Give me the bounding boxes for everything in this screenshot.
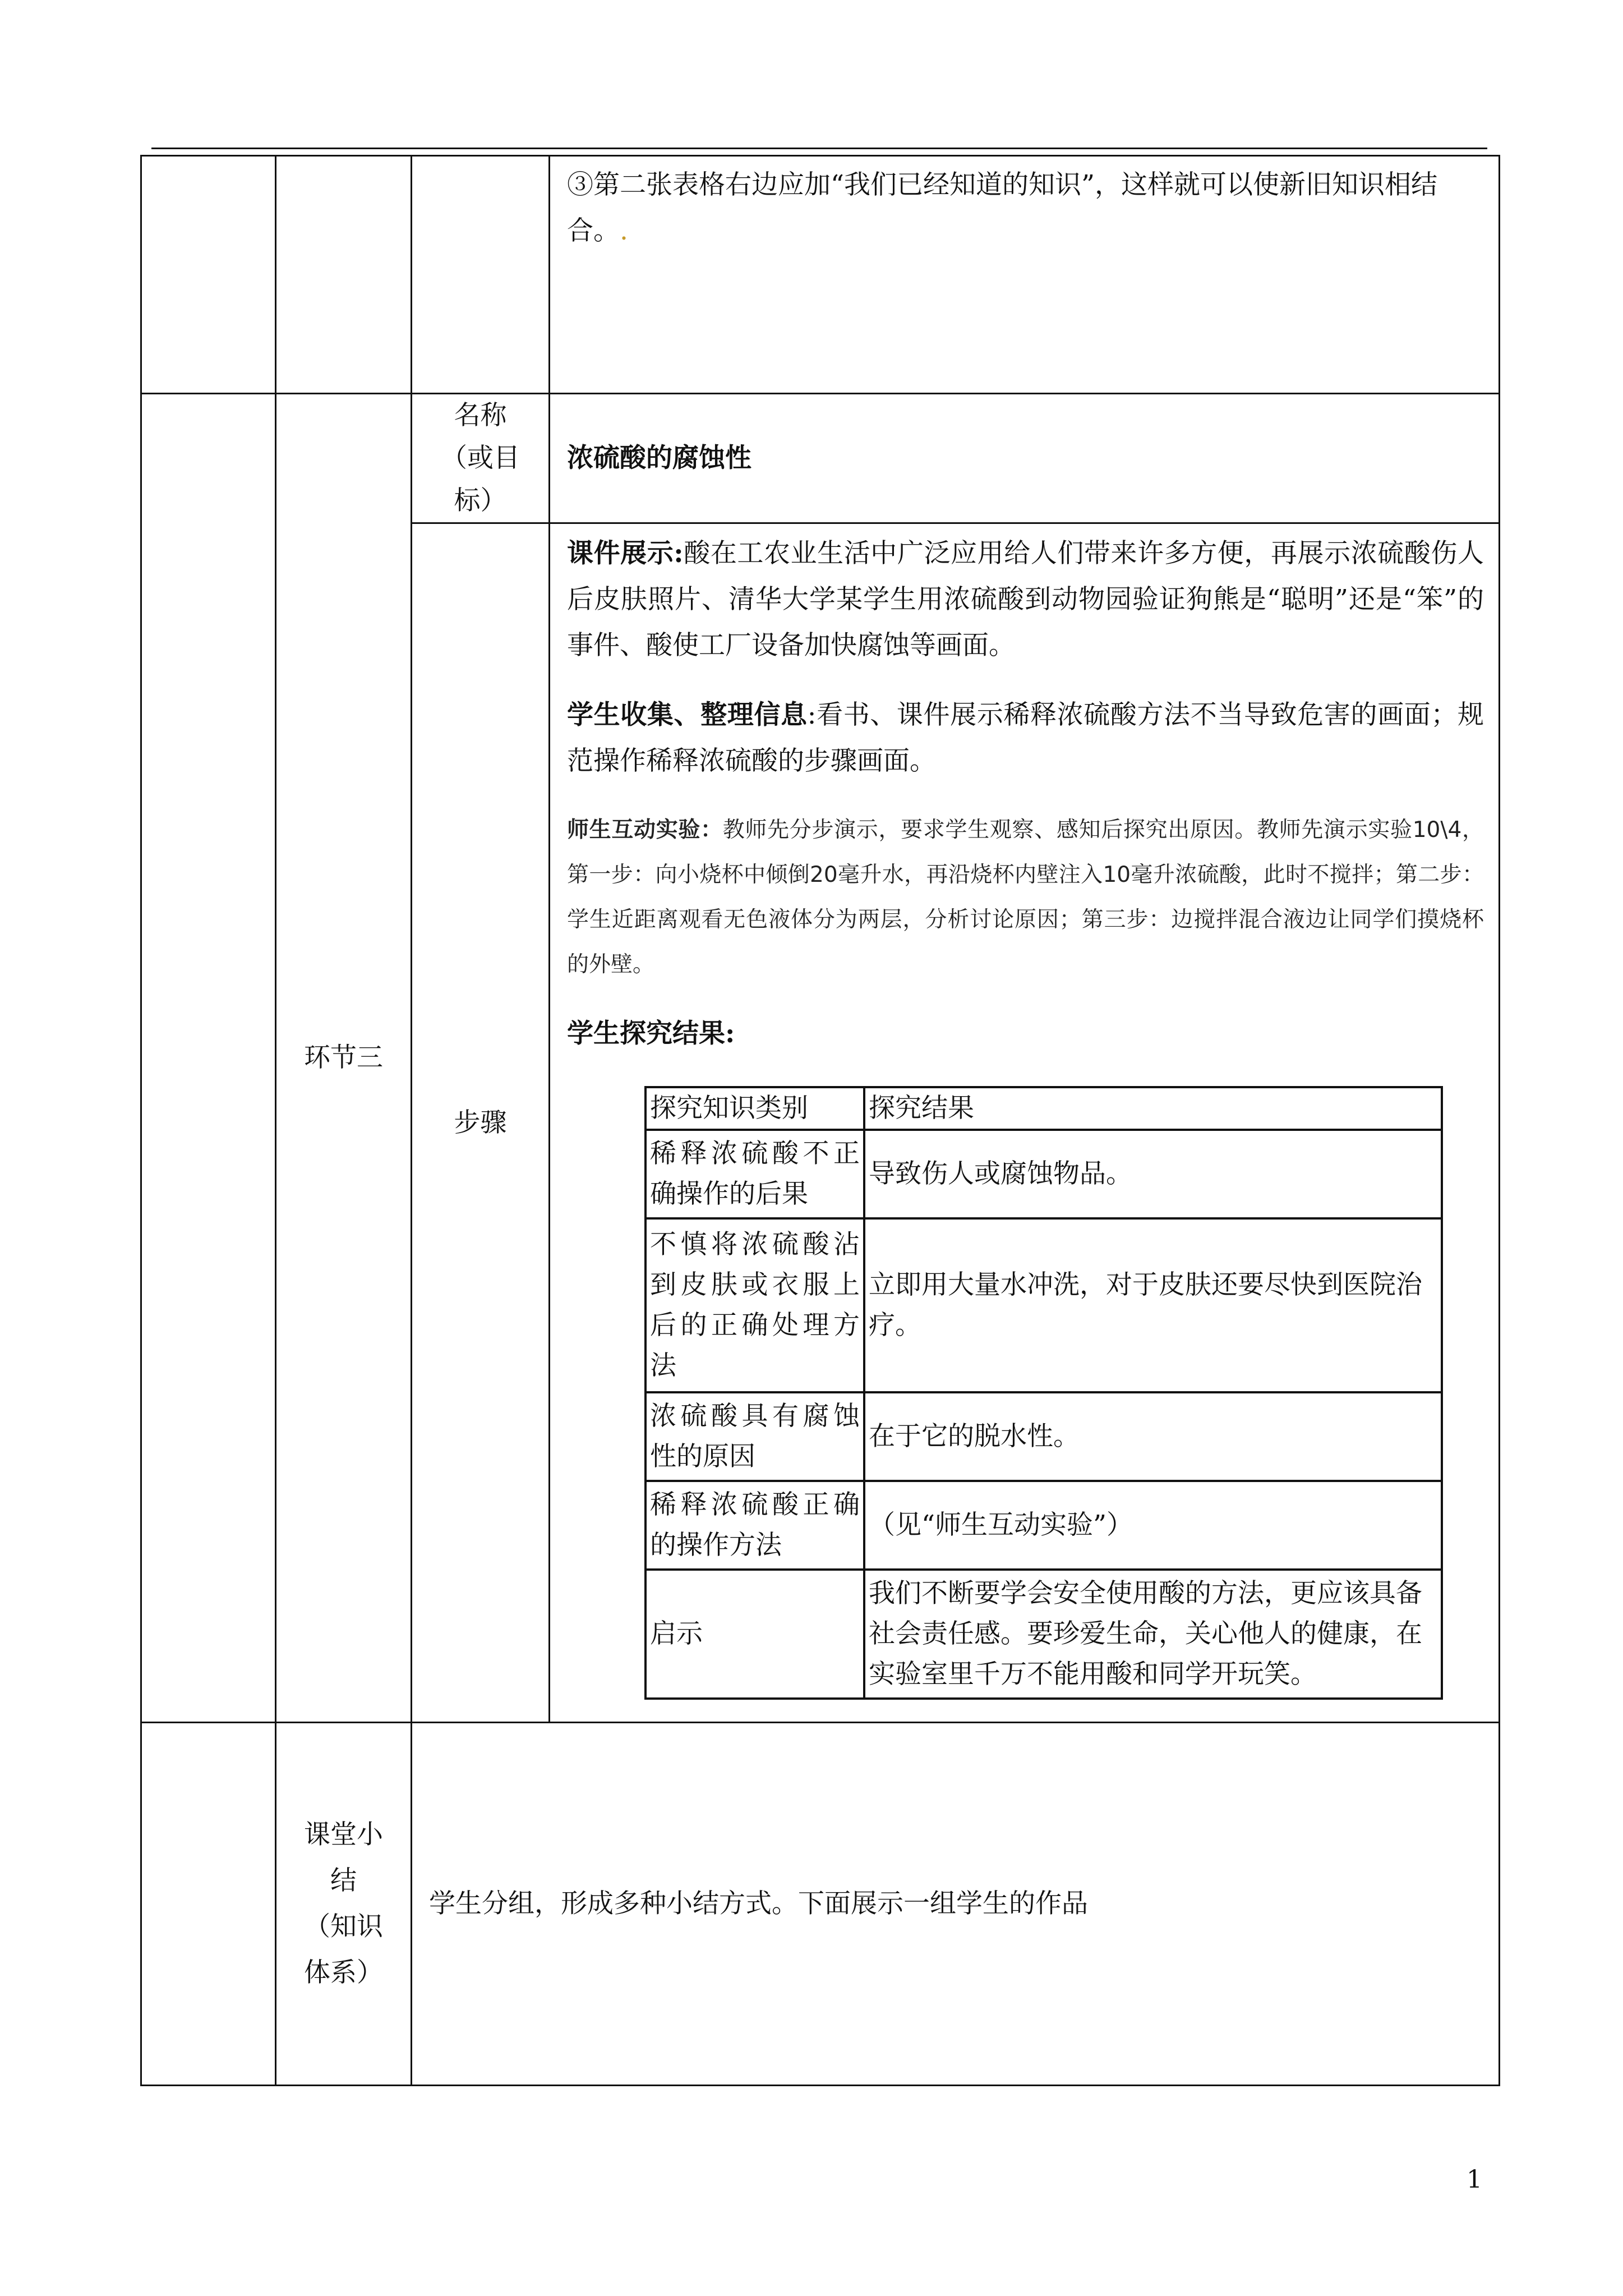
results-row bbox=[645, 1481, 1442, 1570]
name-label-line: （或目 bbox=[441, 443, 520, 473]
summary-label-line: 结 bbox=[330, 1865, 357, 1896]
name-label-cell bbox=[412, 394, 550, 523]
result-cell: 在于它的脱水性。 bbox=[864, 1392, 1442, 1481]
category-cell: 不慎将浓硫酸沾到皮肤或衣服上后的正确处理方法 bbox=[645, 1218, 864, 1392]
empty-cell bbox=[141, 156, 276, 394]
empty-cell bbox=[412, 156, 550, 394]
paragraph-experiment bbox=[567, 808, 1484, 987]
section-title: 浓硫酸的腐蚀性 bbox=[567, 443, 751, 473]
table-row-note bbox=[141, 156, 1500, 394]
text-experiment: 教师先分步演示，要求学生观察、感知后探究出原因。教师先演示实验10\4，第一步：向小烧杯中倾倒20毫升水，再沿烧杯内壁注入10毫升浓硫酸，此时不搅拌；第二步：学生近距离观看无色液体分为两层，分析讨论原因；第三步：边搅拌混合液边让同学们摸烧杯的外壁。 bbox=[567, 817, 1484, 977]
results-row bbox=[645, 1570, 1442, 1699]
result-cell: 我们不断要学会安全使用酸的方法，更应该具备社会责任感。要珍爱生命，关心他人的健康，在实验室里千万不能用酸和同学开玩笑。 bbox=[864, 1570, 1442, 1699]
category-cell: 启示 bbox=[645, 1570, 864, 1699]
label-experiment: 师生互动实验： bbox=[567, 817, 723, 843]
steps-label: 步骤 bbox=[454, 1107, 507, 1138]
section-label-cell bbox=[276, 394, 412, 1723]
header-result: 探究结果 bbox=[864, 1087, 1442, 1130]
results-row bbox=[645, 1218, 1442, 1392]
empty-cell bbox=[141, 394, 276, 1723]
note-cell bbox=[550, 156, 1500, 394]
page-number: 1 bbox=[1467, 2165, 1482, 2194]
steps-content-cell bbox=[550, 523, 1500, 1723]
label-collect-info: 学生收集、整理信息 bbox=[567, 700, 808, 730]
summary-label-line: （知识 bbox=[304, 1911, 383, 1942]
summary-text-cell bbox=[412, 1723, 1500, 2086]
note-text: ③第二张表格右边应加“我们已经知道的知识”，这样就可以使新旧知识相结合。. bbox=[567, 169, 1438, 246]
label-results: 学生探究结果: bbox=[567, 1018, 735, 1049]
header-rule bbox=[151, 148, 1487, 149]
section-title-cell bbox=[550, 394, 1500, 523]
empty-cell bbox=[141, 1723, 276, 2086]
paragraph-collect-info bbox=[567, 692, 1484, 784]
summary-label-line: 体系） bbox=[304, 1957, 383, 1988]
results-row bbox=[645, 1392, 1442, 1481]
header-category: 探究知识类别 bbox=[645, 1087, 864, 1130]
summary-text: 学生分组，形成多种小结方式。下面展示一组学生的作品 bbox=[429, 1888, 1088, 1919]
text-collect-info: :看书、课件展示稀释浓硫酸方法不当导致危害的画面；规范操作稀释浓硫酸的步骤画面。 bbox=[567, 700, 1484, 776]
result-cell: 导致伤人或腐蚀物品。 bbox=[864, 1130, 1442, 1218]
results-header-row bbox=[645, 1087, 1442, 1130]
steps-label-cell bbox=[412, 523, 550, 1723]
category-cell: 稀释浓硫酸不正确操作的后果 bbox=[645, 1130, 864, 1218]
text-courseware: 酸在工农业生活中广泛应用给人们带来许多方便，再展示浓硫酸伤人后皮肤照片、清华大学某学生用浓硫酸到动物园验证狗熊是“聪明”还是“笨”的事件、酸使工厂设备加快腐蚀等画面。 bbox=[567, 538, 1484, 661]
results-row bbox=[645, 1130, 1442, 1218]
category-cell: 稀释浓硫酸正确的操作方法 bbox=[645, 1481, 864, 1570]
table-row-summary bbox=[141, 1723, 1500, 2086]
result-cell: （见“师生互动实验”） bbox=[864, 1481, 1442, 1570]
table-row-section-title bbox=[141, 394, 1500, 523]
summary-label-cell bbox=[276, 1723, 412, 2086]
paragraph-results-label bbox=[567, 1011, 1484, 1057]
category-cell: 浓硫酸具有腐蚀性的原因 bbox=[645, 1392, 864, 1481]
section-label: 环节三 bbox=[304, 1042, 383, 1073]
lesson-plan-table bbox=[140, 155, 1500, 2086]
trail-mark: . bbox=[620, 215, 628, 246]
name-label-line: 名称 bbox=[454, 400, 507, 431]
summary-label-line: 课堂小 bbox=[304, 1819, 383, 1850]
label-courseware: 课件展示: bbox=[567, 538, 684, 569]
empty-cell bbox=[276, 156, 412, 394]
name-label-line: 标） bbox=[454, 485, 507, 516]
results-table bbox=[644, 1086, 1443, 1700]
paragraph-courseware bbox=[567, 531, 1484, 669]
result-cell: 立即用大量水冲洗，对于皮肤还要尽快到医院治疗。 bbox=[864, 1218, 1442, 1392]
